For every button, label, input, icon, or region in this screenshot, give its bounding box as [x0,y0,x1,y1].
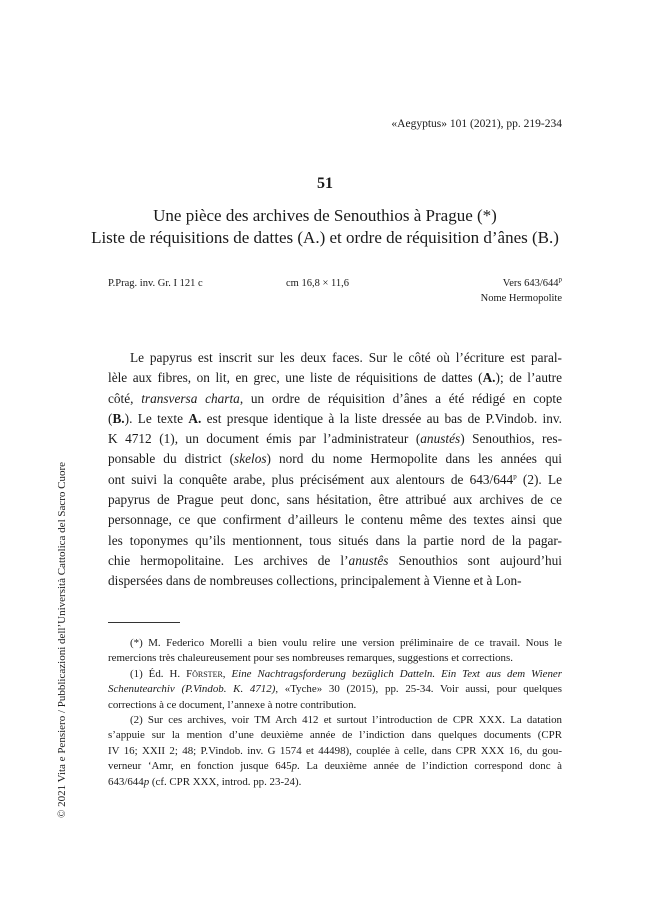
text-run: (2). Le [516,471,562,487]
copyright-sidebar: © 2021 Vita e Pensiero / Pubblicazioni dell’Università Cattolica del Sacro Cuore [56,461,68,818]
footnote-separator [108,622,180,623]
text-run: 643/644 [108,775,144,788]
bold-run: B. [112,410,125,426]
body-line [108,368,562,388]
text-run: ponsable du district ( [108,451,235,467]
inventory-number: P.Prag. inv. Gr. I 121 c [108,278,203,289]
papyrus-provenance: Nome Hermopolite [480,293,562,304]
body-line [108,409,562,429]
body-line: Le papyrus est inscrit sur les deux faces. Sur le côté où l’écriture est paral- [130,350,562,365]
body-line [108,551,562,571]
article-number: 51 [317,175,333,192]
bold-run: A. [188,410,202,426]
footnotes [108,636,562,790]
body-line [108,470,562,490]
italic-run: skelos [234,451,267,467]
text-run: est presque identique à la liste dressée au bas de P.Vindob. inv. [201,410,562,426]
text-run: (cf. CPR XXX, introd. pp. 23-24). [149,775,302,788]
body-line: dispersées dans de nombreuses collections, principalement à Vienne et à Lon- [108,573,522,589]
text-run: ( [108,410,113,426]
text-run: , «Tyche» 30 (2015), pp. 25-34. Voir aussi, pour quelques [275,683,563,696]
text-run: (1) Éd. H. [130,667,187,680]
text-run: , [222,667,232,680]
italic-run: Schenutearchiv (P.Vindob. K. 4712) [108,683,276,696]
body-line [108,389,562,409]
papyrus-date [503,276,562,291]
body-line [108,429,562,449]
papyrus-date-text: Vers 643/644 [502,278,559,289]
italic-run: Eine Nachtragsforderung bezüglich Datteln. Ein Text aus dem Wiener [231,667,562,680]
papyrus-date-sup: p [558,275,562,284]
text-run: ) Senouthios, res- [460,431,562,447]
footnote-line: IV 16; XXII 2; 48; P.Vindob. inv. G 1574 et 44498), couplée à celle, dans CPR XXX 16, du gou- [108,744,562,757]
text-run: ) nord du nome Hermopolite dans les années qui [266,451,562,467]
journal-reference: «Aegyptus» 101 (2021), pp. 219-234 [391,118,562,130]
author-name: Förster [186,667,223,680]
bold-run: A. [482,370,496,386]
body-line: les toponymes qu’ils mentionnent, tous situés dans la partie nord de la pagar- [108,532,562,548]
footnote-line [108,759,562,774]
article-title: Une pièce des archives de Senouthios à Prague (*) [153,206,497,225]
text-run: lèle aux fibres, on lit, en grec, une liste de réquisitions de dattes ( [108,370,483,386]
text-run: ); de l’autre [495,370,562,386]
italic-run: p [143,775,150,788]
text-run: ont suivi la conquête arabe, plus précisément aux alentours de 643/644 [108,471,514,487]
papyrus-dimensions: cm 16,8 × 11,6 [286,278,349,289]
footnote-line [108,682,562,697]
footnote-line: (*) M. Federico Morelli a bien voulu relire une version préliminaire de ce travail. Nous le [130,637,562,649]
italic-run: p [291,760,298,773]
italic-run: transversa charta [141,390,240,406]
article-title-block [0,205,650,249]
text-run: , un ordre de réquisition d’ânes a été rédigé en copte [239,390,563,406]
text-run: côté, [108,390,142,406]
body-line: papyrus de Prague peut donc, sans hésitation, être attribué aux archives de ce [108,492,562,508]
article-subtitle: Liste de réquisitions de dattes (A.) et ordre de réquisition d’ânes (B.) [91,228,559,247]
italic-run: anustês [348,552,389,568]
italic-run: anustés [420,431,461,447]
text-run: . La deuxième année de l’indiction correspond donc à [297,760,562,773]
footnote-line [108,775,562,790]
text-run: chie hermopolitaine. Les archives de l’ [108,552,349,568]
text-run: verneur ‘Amr, en fonction jusque 645 [108,760,292,773]
body-line [108,449,562,469]
text-run: ). Le texte [124,410,189,426]
superscript: p [513,472,517,481]
body-paragraph [108,348,562,592]
text-run: Senouthios sont aujourd’hui [388,552,562,568]
footnote-line [108,667,562,682]
footnote-line: s’appuie sur la mention d’une deuxième année de l’indiction dans quelques documents (CPR [108,729,562,742]
text-run: K 4712 (1), un document émis par l’administrateur ( [108,431,421,447]
footnote-line: remercions très chaleureusement pour ses nombreuses remarques, suggestions et corrections. [108,652,513,665]
footnote-line: corrections à ce document, l’annexe à notre contribution. [108,698,357,711]
footnote-line: (2) Sur ces archives, voir TM Arch 412 et surtout l’introduction de CPR XXX. La datation [130,714,562,727]
body-line: personnage, ce que confirment d’ailleurs le contenu même des textes ainsi que [108,512,562,528]
